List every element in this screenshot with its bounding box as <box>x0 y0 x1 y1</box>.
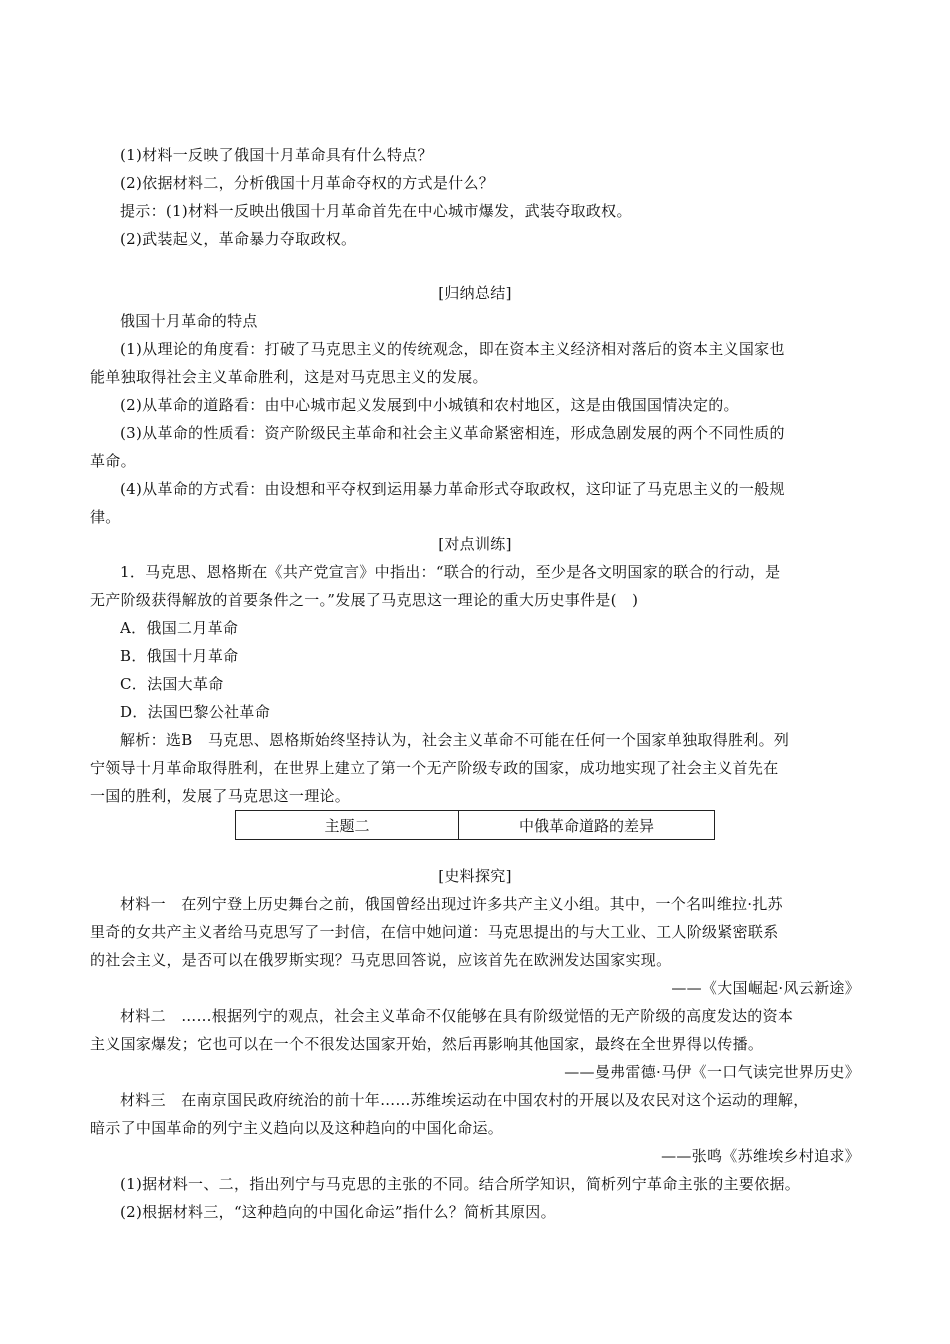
question-2: (2)依据材料二，分析俄国十月革命夺权的方式是什么？ <box>120 174 495 192</box>
exploration-question-2: (2)根据材料三，“这种趋向的中国化命运”指什么？简析其原因。 <box>120 1203 556 1221</box>
option-b: B．俄国十月革命 <box>120 647 239 665</box>
material-3: 材料三 在南京国民政府统治的前十年……苏维埃运动在中国农村的开展以及农民对这个运动的理解， <box>120 1091 809 1109</box>
answer-explanation-cont-2: 一国的胜利，发展了马克思这一理论。 <box>90 787 351 805</box>
material-1-cont-1: 里奇的女共产主义者给马克思写了一封信，在信中她问道：马克思提出的与大工业、工人阶级紧密联系 <box>90 923 779 941</box>
option-c: C．法国大革命 <box>120 675 224 693</box>
exploration-heading: [史料探究] <box>438 867 512 885</box>
material-2-source: ——曼弗雷德·马伊《一口气读完世界历史》 <box>564 1063 860 1081</box>
material-2: 材料二 ……根据列宁的观点，社会主义革命不仅能够在具有阶级觉悟的无产阶级的高度发达的资本 <box>120 1007 794 1025</box>
topic-row <box>236 811 715 840</box>
exploration-question-1: (1)据材料一、二，指出列宁与马克思的主张的不同。结合所学知识，简析列宁革命主张的主要依据。 <box>120 1175 801 1193</box>
answer-explanation: 解析：选B 马克思、恩格斯始终坚持认为，社会主义革命不可能在任何一个国家单独取得胜利。列 <box>120 731 790 749</box>
topic-title: 中俄革命道路的差异 <box>459 811 715 840</box>
material-3-cont: 暗示了中国革命的列宁主义趋向以及这种趋向的中国化命运。 <box>90 1119 504 1137</box>
hint-1: 提示：(1)材料一反映出俄国十月革命首先在中心城市爆发，武装夺取政权。 <box>120 202 632 220</box>
answer-explanation-cont-1: 宁领导十月革命取得胜利，在世界上建立了第一个无产阶级专政的国家，成功地实现了社会主义首先在 <box>90 759 779 777</box>
training-heading: [对点训练] <box>438 535 512 553</box>
summary-point-1-cont: 能单独取得社会主义革命胜利，这是对马克思主义的发展。 <box>90 368 488 386</box>
option-d: D．法国巴黎公社革命 <box>120 703 271 721</box>
summary-point-1: (1)从理论的角度看：打破了马克思主义的传统观念，即在资本主义经济相对落后的资本主义国家也 <box>120 340 785 358</box>
option-a: A．俄国二月革命 <box>120 619 239 637</box>
summary-title: 俄国十月革命的特点 <box>120 312 258 330</box>
material-2-cont: 主义国家爆发；它也可以在一个不很发达国家开始，然后再影响其他国家，最终在全世界得以传播。 <box>90 1035 764 1053</box>
summary-point-4-cont: 律。 <box>90 508 121 526</box>
material-3-source: ——张鸣《苏维埃乡村追求》 <box>661 1147 860 1165</box>
material-1-cont-2: 的社会主义，是否可以在俄罗斯实现？马克思回答说，应该首先在欧洲发达国家实现。 <box>90 951 672 969</box>
training-question-cont: 无产阶级获得解放的首要条件之一。”发展了马克思这一理论的重大历史事件是( ) <box>90 591 639 609</box>
material-1: 材料一 在列宁登上历史舞台之前，俄国曾经出现过许多共产主义小组。其中，一个名叫维拉·扎苏 <box>120 895 783 913</box>
training-question: 1．马克思、恩格斯在《共产党宣言》中指出：“联合的行动，至少是各文明国家的联合的行动，是 <box>120 563 781 581</box>
material-1-source: ——《大国崛起·风云新途》 <box>671 979 860 997</box>
summary-point-3: (3)从革命的性质看：资产阶级民主革命和社会主义革命紧密相连，形成急剧发展的两个不同性质的 <box>120 424 785 442</box>
topic-label: 主题二 <box>236 811 459 840</box>
topic-table <box>235 810 715 840</box>
hint-2: (2)武装起义，革命暴力夺取政权。 <box>120 230 357 248</box>
summary-heading: [归纳总结] <box>438 284 512 302</box>
summary-point-2: (2)从革命的道路看：由中心城市起义发展到中小城镇和农村地区，这是由俄国国情决定的。 <box>120 396 739 414</box>
summary-point-4: (4)从革命的方式看：由设想和平夺权到运用暴力革命形式夺取政权，这印证了马克思主义的一般规 <box>120 480 785 498</box>
summary-point-3-cont: 革命。 <box>90 452 136 470</box>
question-1: (1)材料一反映了俄国十月革命具有什么特点？ <box>120 146 433 164</box>
